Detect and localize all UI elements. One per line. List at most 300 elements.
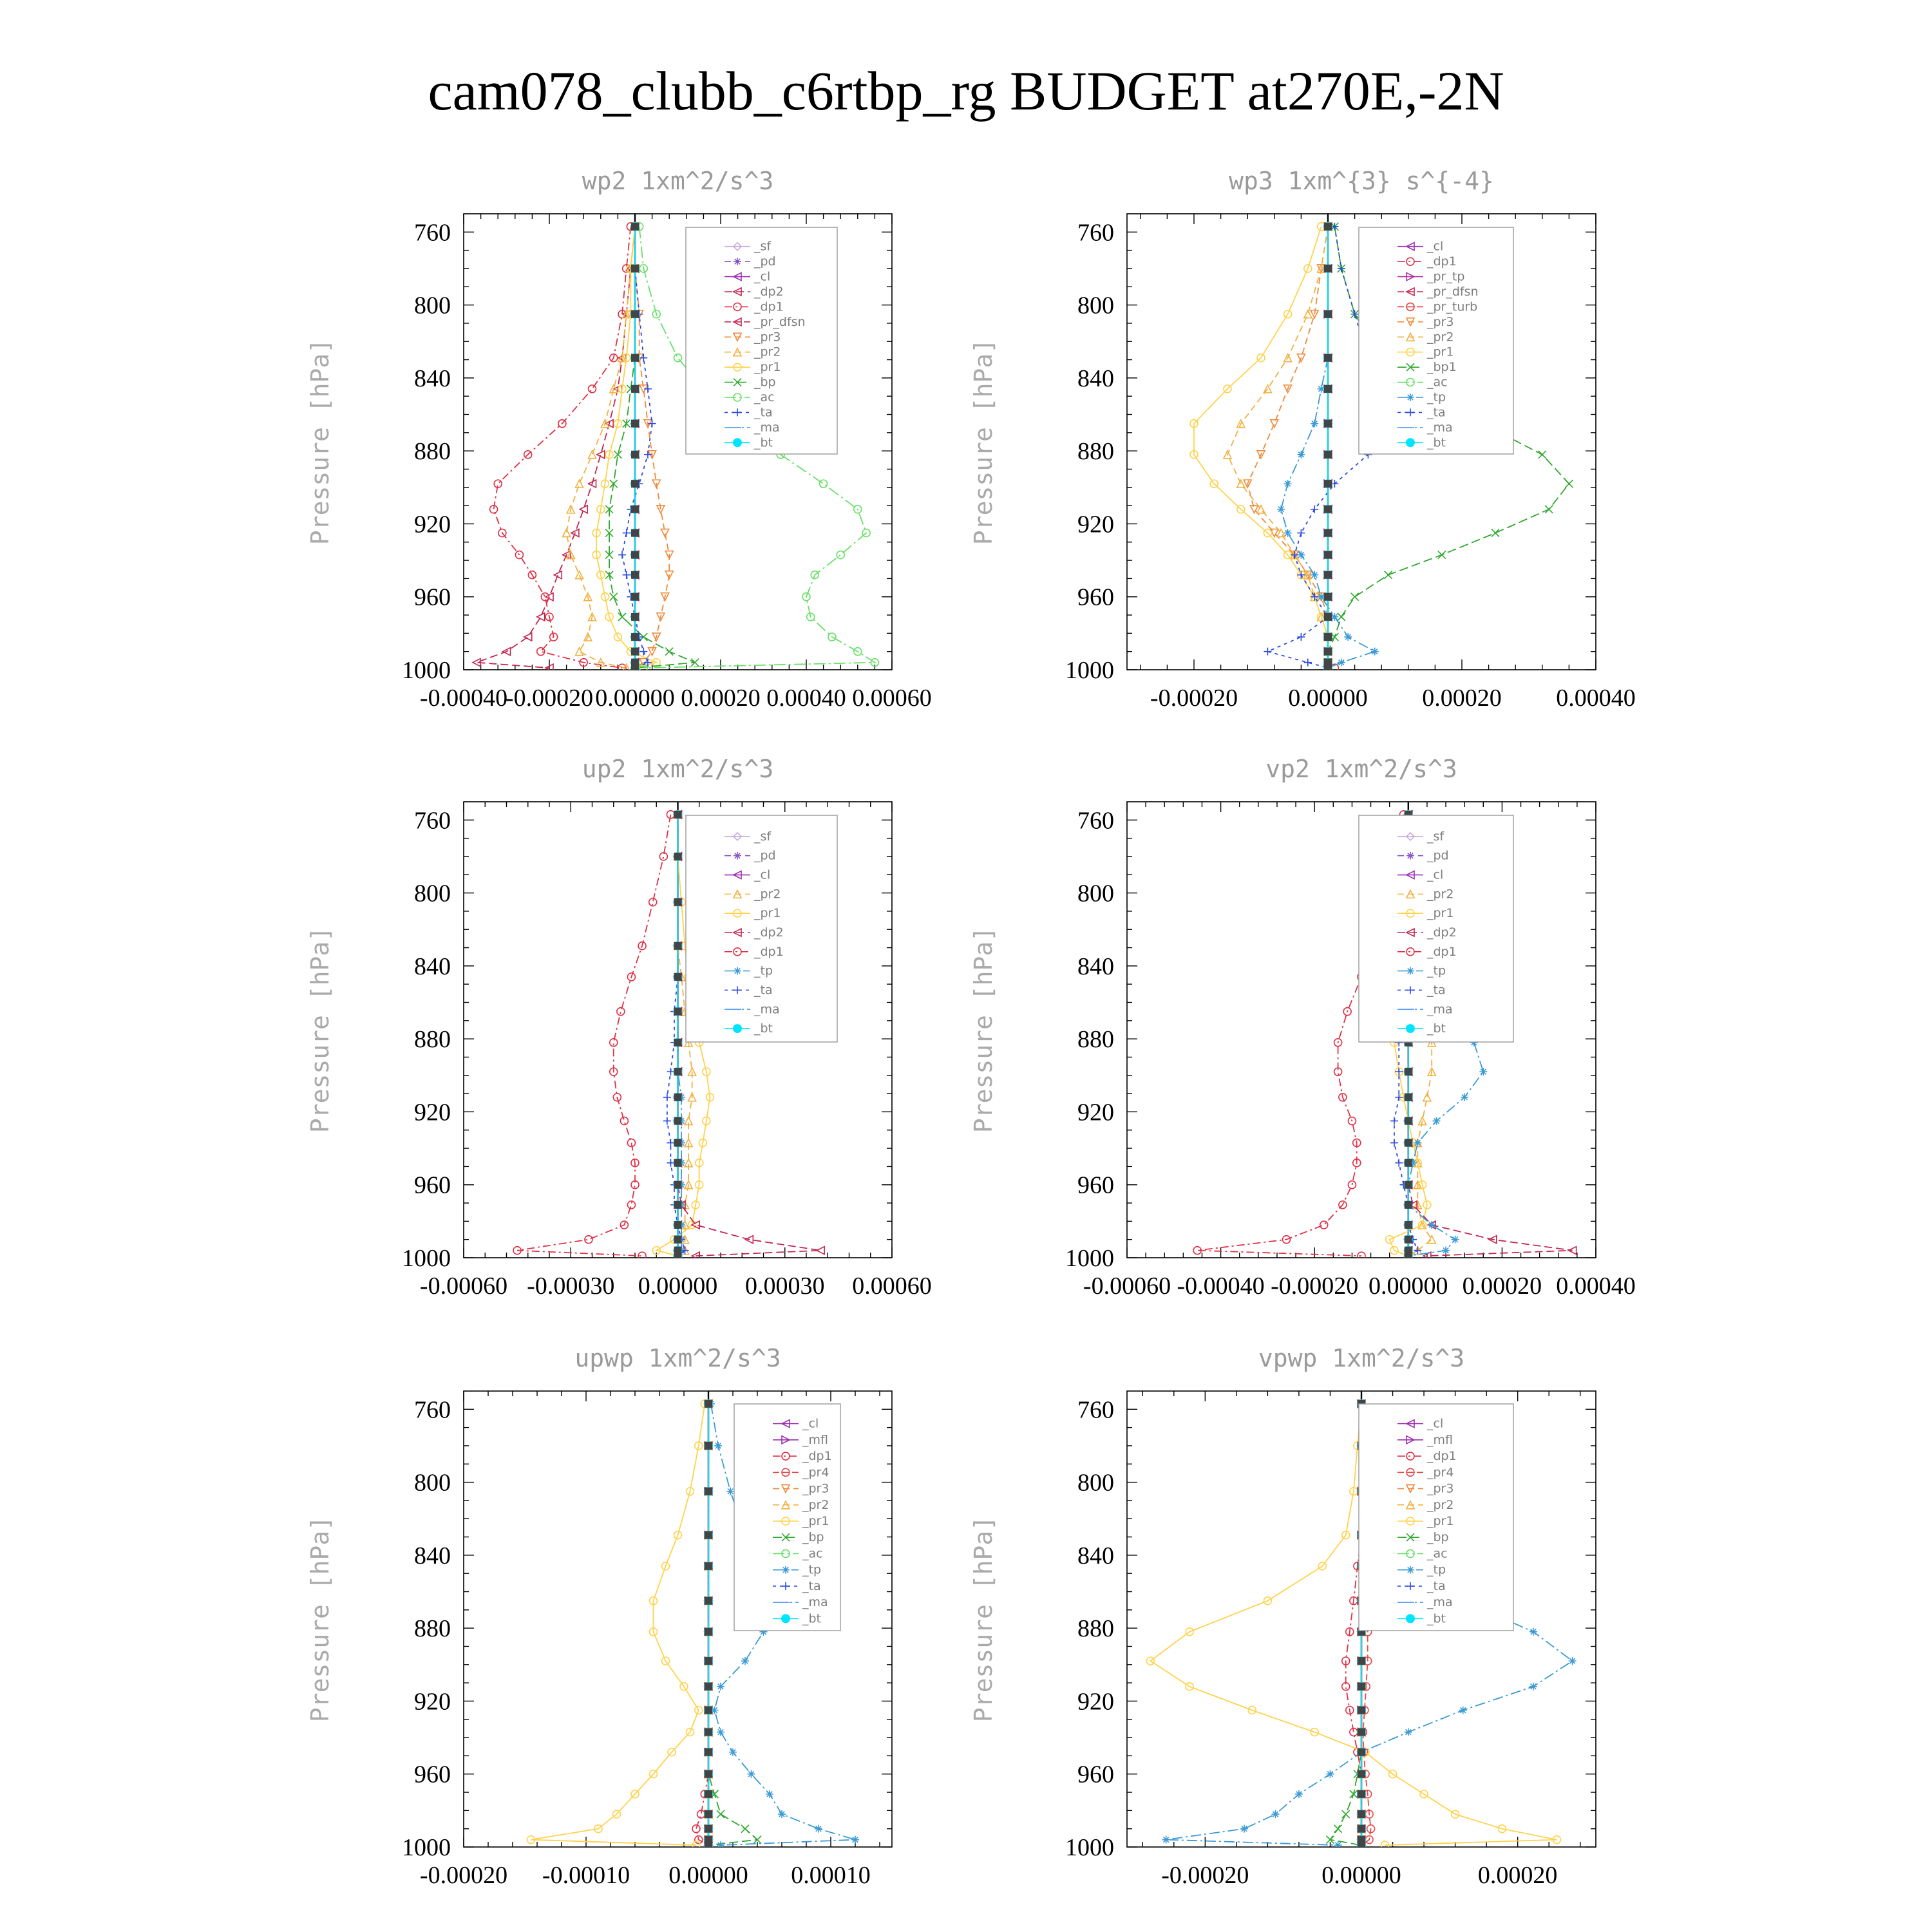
data-point xyxy=(1539,451,1546,459)
legend-label: _cl xyxy=(1427,239,1444,254)
x-tick-label: -0.00020 xyxy=(1271,1273,1359,1300)
overplot-marker xyxy=(705,1683,712,1690)
x-tick-label: -0.00040 xyxy=(419,685,508,712)
data-point xyxy=(618,551,626,559)
overplot-marker xyxy=(1358,1825,1365,1833)
overplot-marker xyxy=(1405,1094,1412,1101)
data-point xyxy=(1284,480,1292,488)
overplot-marker xyxy=(1405,1236,1412,1244)
overplot-marker xyxy=(631,420,639,428)
data-point xyxy=(649,898,657,906)
legend-label: _pr3 xyxy=(802,1481,829,1496)
data-point xyxy=(1311,571,1318,579)
series-pr1 xyxy=(527,1400,709,1849)
data-point xyxy=(1311,420,1318,428)
overplot-marker xyxy=(1324,664,1332,672)
overplot-marker xyxy=(1358,1657,1365,1665)
legend-label: _sf xyxy=(754,239,772,254)
y-tick-label: 760 xyxy=(414,219,451,247)
overplot-marker xyxy=(674,1008,682,1016)
series-line-pr1 xyxy=(531,1404,705,1845)
x-tick-label: 0.00060 xyxy=(852,1273,932,1300)
legend-marker xyxy=(1406,852,1414,860)
y-tick-label: 840 xyxy=(1077,952,1114,980)
series-bt xyxy=(704,1399,713,1850)
overplot-marker xyxy=(705,1442,712,1450)
y-tick-label: 960 xyxy=(1077,1171,1114,1199)
legend-label: _pr3 xyxy=(754,330,781,345)
legend-label: _cl xyxy=(754,867,771,882)
overplot-marker xyxy=(705,1825,712,1833)
y-axis-label: Pressure [hPa] xyxy=(969,926,998,1133)
legend-label: _pr1 xyxy=(754,360,781,375)
data-point xyxy=(717,1683,724,1690)
overplot-marker xyxy=(705,1531,712,1539)
legend-label: _ma xyxy=(754,1002,780,1017)
data-point xyxy=(537,613,545,621)
data-point xyxy=(1565,480,1573,488)
figure-title: cam078_clubb_c6rtbp_rg BUDGET at270E,-2N xyxy=(428,60,1504,122)
legend xyxy=(1359,1404,1513,1631)
legend-label: _ta xyxy=(1427,983,1446,998)
legend-label: _dp1 xyxy=(1427,1449,1457,1464)
data-point xyxy=(1342,1810,1350,1818)
y-tick-label: 880 xyxy=(1077,1026,1114,1054)
legend-label: _bt xyxy=(754,435,773,450)
legend-marker xyxy=(781,1614,790,1623)
legend-marker xyxy=(1406,393,1414,401)
overplot-marker xyxy=(1324,385,1332,393)
legend-label: _tp xyxy=(802,1562,822,1577)
y-tick-label: 920 xyxy=(414,1688,451,1716)
data-point xyxy=(1311,506,1318,513)
legend-label: _pr3 xyxy=(1427,1481,1454,1496)
overplot-marker xyxy=(631,633,639,641)
data-point xyxy=(589,451,596,459)
legend-label: _ac xyxy=(802,1546,823,1561)
overplot-marker xyxy=(1405,1252,1412,1260)
legend-label: _pr1 xyxy=(1427,906,1454,921)
legend-marker xyxy=(733,1024,742,1033)
data-point xyxy=(717,1841,724,1849)
data-point xyxy=(766,1790,773,1798)
overplot-marker xyxy=(674,1201,682,1209)
y-tick-label: 1000 xyxy=(1065,657,1114,684)
panel-5 xyxy=(306,1344,892,1889)
overplot-marker xyxy=(705,1597,712,1605)
legend-label: _cl xyxy=(1427,867,1444,882)
overplot-marker xyxy=(1405,1221,1412,1229)
data-point xyxy=(1390,1139,1398,1147)
overplot-marker xyxy=(1358,1728,1365,1736)
overplot-marker xyxy=(631,223,639,231)
legend-marker xyxy=(1406,438,1415,447)
overplot-marker xyxy=(1358,1810,1365,1818)
data-point xyxy=(1338,613,1345,621)
data-point xyxy=(1442,1247,1450,1255)
data-point xyxy=(729,1748,737,1756)
series-bt xyxy=(630,222,639,672)
y-tick-label: 800 xyxy=(414,1469,451,1497)
overplot-marker xyxy=(1324,265,1332,272)
legend-label: _pr_dfsn xyxy=(754,314,806,329)
legend-marker xyxy=(1406,967,1414,975)
y-tick-label: 960 xyxy=(1077,583,1114,611)
x-tick-label: -0.00020 xyxy=(1161,1862,1249,1889)
data-point xyxy=(714,1442,722,1450)
series-line-dp1 xyxy=(494,227,631,668)
legend-label: _sf xyxy=(754,829,772,844)
y-tick-label: 840 xyxy=(414,952,451,980)
x-tick-label: -0.00030 xyxy=(527,1273,615,1300)
overplot-marker xyxy=(674,1181,682,1189)
data-point xyxy=(778,1810,786,1818)
overplot-marker xyxy=(1358,1683,1365,1690)
data-point xyxy=(851,1836,859,1844)
panel-6 xyxy=(969,1344,1596,1889)
data-point xyxy=(1530,1628,1537,1636)
series-dp1 xyxy=(692,1400,712,1849)
overplot-marker xyxy=(705,1657,712,1665)
legend-label: _pr2 xyxy=(1427,330,1454,345)
data-point xyxy=(623,571,630,579)
overplot-marker xyxy=(631,613,639,621)
overplot-marker xyxy=(1324,633,1332,641)
data-point xyxy=(1414,1139,1421,1147)
x-tick-label: 0.00020 xyxy=(1462,1273,1542,1300)
data-point xyxy=(1297,551,1305,559)
data-point xyxy=(1295,1790,1303,1798)
data-point xyxy=(717,1728,724,1736)
legend-label: _sf xyxy=(1427,829,1444,844)
legend-label: _bp xyxy=(754,375,776,390)
data-point xyxy=(1334,1841,1342,1849)
series-line-ta xyxy=(622,227,652,668)
legend-label: _pd xyxy=(754,254,776,269)
legend-label: _ta xyxy=(754,405,773,420)
y-axis-label: Pressure [hPa] xyxy=(306,1515,334,1723)
data-point xyxy=(617,1008,625,1016)
series-line-pr3 xyxy=(635,227,669,668)
y-tick-label: 800 xyxy=(1077,292,1114,319)
overplot-marker xyxy=(631,451,639,459)
data-point xyxy=(717,1810,724,1818)
overplot-marker xyxy=(1324,551,1332,559)
data-point xyxy=(554,571,562,579)
data-point xyxy=(1351,593,1359,601)
x-tick-label: 0.00040 xyxy=(766,685,846,712)
overplot-marker xyxy=(705,1707,712,1714)
series-pr3 xyxy=(1244,223,1332,672)
y-tick-label: 920 xyxy=(414,511,451,538)
data-point xyxy=(1338,659,1345,667)
series-line-bp xyxy=(609,227,695,668)
overplot-marker xyxy=(1405,1068,1412,1075)
data-point xyxy=(1297,451,1305,459)
data-point xyxy=(649,420,656,428)
series-line-dp1 xyxy=(696,1404,708,1845)
data-point xyxy=(663,1094,671,1101)
legend-label: _dp2 xyxy=(754,925,784,940)
y-tick-label: 960 xyxy=(414,1171,451,1199)
data-point xyxy=(674,354,682,362)
overplot-marker xyxy=(1405,1181,1412,1189)
data-point xyxy=(576,480,583,488)
data-point xyxy=(748,1770,755,1778)
y-tick-label: 760 xyxy=(1077,807,1114,835)
x-tick-label: 0.00000 xyxy=(638,1273,718,1300)
y-tick-label: 880 xyxy=(1077,438,1114,466)
data-point xyxy=(1162,1836,1170,1844)
series-pr2 xyxy=(563,223,639,672)
data-point xyxy=(576,571,583,579)
overplot-marker xyxy=(1405,1201,1412,1209)
data-point xyxy=(1371,648,1379,656)
overplot-marker xyxy=(1324,529,1332,537)
y-tick-label: 1000 xyxy=(402,1245,451,1272)
y-tick-label: 840 xyxy=(414,365,451,392)
overplot-marker xyxy=(705,1400,712,1408)
y-axis-label: Pressure [hPa] xyxy=(969,338,998,545)
data-point xyxy=(610,593,618,601)
series-dp2 xyxy=(473,223,639,672)
legend-label: _ta xyxy=(1427,405,1446,420)
legend-label: _pr1 xyxy=(1427,345,1454,359)
overplot-marker xyxy=(705,1728,712,1736)
data-point xyxy=(837,551,844,559)
overplot-marker xyxy=(1405,1117,1412,1125)
data-point xyxy=(1569,1657,1577,1665)
y-tick-label: 920 xyxy=(1077,1099,1114,1126)
panel-title: vp2 1xm^2/s^3 xyxy=(1265,755,1457,783)
legend xyxy=(734,1404,840,1631)
overplot-marker xyxy=(1324,223,1332,231)
overplot-marker xyxy=(631,571,639,579)
data-point xyxy=(1326,1770,1334,1778)
y-tick-label: 1000 xyxy=(1065,1834,1114,1861)
y-tick-label: 760 xyxy=(414,807,451,835)
y-tick-label: 920 xyxy=(1077,1688,1114,1716)
data-point xyxy=(726,1488,734,1495)
x-tick-label: 0.00020 xyxy=(681,685,761,712)
overplot-marker xyxy=(1324,310,1332,318)
legend-label: _dp1 xyxy=(754,944,784,959)
legend-label: _bp1 xyxy=(1427,360,1457,375)
overplot-marker xyxy=(674,811,682,819)
data-point xyxy=(1459,1707,1467,1714)
data-point xyxy=(1428,1221,1435,1229)
legend-label: _pr_tp xyxy=(1427,269,1465,284)
x-tick-label: 0.00000 xyxy=(1321,1862,1401,1889)
overplot-marker xyxy=(674,1236,682,1244)
overplot-marker xyxy=(631,551,639,559)
y-tick-label: 760 xyxy=(1077,219,1114,247)
overplot-marker xyxy=(631,593,639,601)
data-point xyxy=(1240,1825,1248,1833)
y-tick-label: 880 xyxy=(414,1026,451,1054)
overplot-marker xyxy=(705,1488,712,1495)
legend-label: _pr4 xyxy=(1427,1465,1454,1480)
data-point xyxy=(1271,420,1278,428)
data-point xyxy=(639,648,647,656)
overplot-marker xyxy=(1324,593,1332,601)
panel-4 xyxy=(969,755,1636,1300)
x-tick-label: 0.00000 xyxy=(1288,685,1368,712)
legend xyxy=(1359,227,1513,454)
x-tick-label: 0.00030 xyxy=(745,1273,825,1300)
x-tick-label: 0.00040 xyxy=(1556,685,1636,712)
data-point xyxy=(1297,529,1305,537)
data-point xyxy=(1344,633,1352,641)
legend-label: _dp2 xyxy=(754,285,784,299)
legend-label: _pr_dfsn xyxy=(1427,285,1479,299)
legend-label: _tp xyxy=(1427,1562,1446,1577)
legend-label: _ac xyxy=(754,390,775,404)
data-point xyxy=(597,451,605,459)
legend-label: _ma xyxy=(1427,1002,1453,1017)
data-point xyxy=(524,633,532,641)
legend-label: _pr2 xyxy=(802,1497,829,1512)
data-point xyxy=(618,613,626,621)
overplot-marker xyxy=(1358,1841,1365,1849)
x-tick-label: -0.00020 xyxy=(505,685,594,712)
y-tick-label: 960 xyxy=(414,583,451,611)
panel-grid xyxy=(306,167,1636,1889)
data-point xyxy=(741,1825,749,1833)
overplot-marker xyxy=(1324,506,1332,513)
overplot-marker xyxy=(631,506,639,513)
data-point xyxy=(576,648,583,656)
legend-marker xyxy=(733,438,742,447)
data-point xyxy=(1304,659,1312,667)
y-tick-label: 960 xyxy=(1077,1761,1114,1788)
legend-label: _pr1 xyxy=(802,1514,829,1528)
data-point xyxy=(589,385,596,393)
y-tick-label: 800 xyxy=(1077,1469,1114,1497)
overplot-marker xyxy=(1405,1139,1412,1147)
overplot-marker xyxy=(705,1790,712,1798)
overplot-marker xyxy=(1324,571,1332,579)
legend-marker xyxy=(782,1566,790,1574)
data-point xyxy=(1284,529,1292,537)
data-point xyxy=(1390,1117,1398,1125)
legend xyxy=(686,815,837,1042)
legend-label: _pr4 xyxy=(802,1465,829,1480)
legend-label: _ma xyxy=(1427,1595,1453,1610)
y-tick-label: 800 xyxy=(414,292,451,319)
legend-label: _pr1 xyxy=(754,906,781,921)
legend-label: _pr2 xyxy=(754,887,781,902)
data-point xyxy=(665,648,673,656)
data-point xyxy=(1320,1221,1328,1229)
panel-title: upwp 1xm^2/s^3 xyxy=(574,1344,781,1372)
series-dp1 xyxy=(513,811,674,1260)
data-point xyxy=(1452,1236,1459,1244)
y-tick-label: 800 xyxy=(1077,880,1114,907)
data-point xyxy=(1385,571,1392,579)
x-tick-label: -0.00020 xyxy=(419,1862,508,1889)
legend-label: _cl xyxy=(1427,1416,1444,1431)
series-line-pr2 xyxy=(1227,227,1328,668)
legend-label: _tp xyxy=(754,963,773,978)
overplot-marker xyxy=(674,853,682,860)
overplot-marker xyxy=(1324,451,1332,459)
legend-label: _tp xyxy=(1427,963,1446,978)
data-point xyxy=(580,506,587,513)
y-tick-label: 840 xyxy=(1077,1542,1114,1569)
x-tick-label: -0.00010 xyxy=(542,1862,630,1889)
data-point xyxy=(639,354,647,362)
series-pr1 xyxy=(1190,223,1332,672)
series-line-pr_turb xyxy=(1328,227,1334,668)
data-point xyxy=(1545,506,1553,513)
legend-label: _pr3 xyxy=(1427,314,1454,329)
legend xyxy=(1359,815,1513,1042)
legend xyxy=(686,227,837,454)
series-pr2 xyxy=(1224,223,1332,672)
legend-label: _pd xyxy=(1427,848,1449,863)
panel-title: up2 1xm^2/s^3 xyxy=(582,755,774,783)
series-bt xyxy=(1323,222,1332,672)
data-point xyxy=(1264,648,1271,656)
y-axis-label: Pressure [hPa] xyxy=(306,338,334,545)
data-point xyxy=(1395,1159,1403,1167)
overplot-marker xyxy=(1358,1770,1365,1778)
legend-label: _pr2 xyxy=(1427,1497,1454,1512)
legend-label: _ac xyxy=(1427,1546,1448,1561)
x-tick-label: 0.00060 xyxy=(852,685,932,712)
y-tick-label: 1000 xyxy=(402,1834,451,1861)
x-tick-label: 0.00000 xyxy=(668,1862,748,1889)
legend-marker xyxy=(734,967,741,975)
legend-marker xyxy=(1406,1614,1415,1623)
legend-marker xyxy=(1406,1024,1415,1033)
legend-label: _pr1 xyxy=(1427,1514,1454,1528)
series-line-bp xyxy=(1330,1404,1361,1845)
legend-label: _pr2 xyxy=(754,345,781,359)
data-point xyxy=(1272,1810,1280,1818)
legend-label: _mfl xyxy=(1427,1432,1453,1447)
data-point xyxy=(623,529,630,537)
legend-label: _bt xyxy=(1427,435,1446,450)
overplot-marker xyxy=(1324,480,1332,488)
overplot-marker xyxy=(705,1841,712,1849)
overplot-marker xyxy=(705,1810,712,1818)
overplot-marker xyxy=(705,1748,712,1756)
legend-label: _cl xyxy=(802,1416,819,1431)
overplot-marker xyxy=(1358,1790,1365,1798)
y-tick-label: 920 xyxy=(414,1099,451,1126)
overplot-marker xyxy=(1358,1707,1365,1714)
data-point xyxy=(1405,1728,1412,1736)
data-point xyxy=(1334,1825,1342,1833)
x-tick-label: 0.00000 xyxy=(595,685,675,712)
overplot-marker xyxy=(705,1562,712,1570)
overplot-marker xyxy=(631,385,639,393)
series-bp xyxy=(605,223,699,672)
y-tick-label: 880 xyxy=(414,438,451,466)
legend-label: _pd xyxy=(754,848,776,863)
overplot-marker xyxy=(631,310,639,318)
overplot-marker xyxy=(1324,420,1332,428)
y-axis-label: Pressure [hPa] xyxy=(969,1515,998,1723)
data-point xyxy=(741,1657,749,1665)
overplot-marker xyxy=(674,1039,682,1046)
overplot-marker xyxy=(1358,1748,1365,1756)
data-point xyxy=(1304,310,1312,318)
series-ta xyxy=(663,811,689,1260)
overplot-marker xyxy=(674,1252,682,1260)
